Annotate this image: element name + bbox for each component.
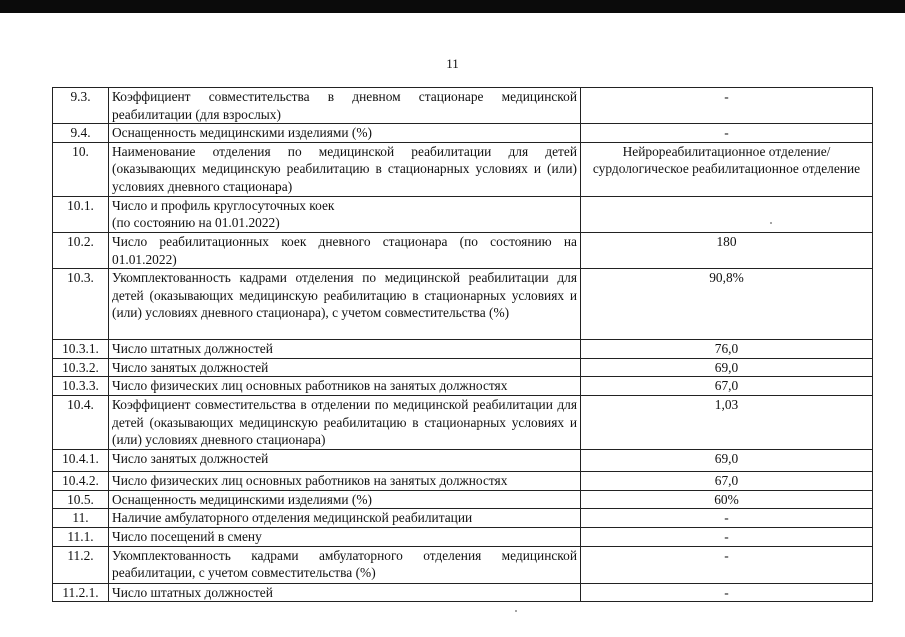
row-number: 10.5. (53, 490, 109, 509)
page-number: 11 (446, 56, 459, 71)
row-number: 11.1. (53, 527, 109, 546)
row-description: Коэффициент совместительства в дневном стационаре медицинской реабилитации (для взрослых) (109, 88, 581, 124)
row-value: 76,0 (581, 340, 873, 359)
row-description: Наличие амбулаторного отделения медицинской реабилитации (109, 509, 581, 528)
row-description: Число и профиль круглосуточных коек (по состоянию на 01.01.2022) (109, 196, 581, 232)
scan-speck (770, 222, 772, 224)
row-value (581, 196, 873, 232)
row-description: Число посещений в смену (109, 527, 581, 546)
row-number: 10.3.2. (53, 358, 109, 377)
row-number: 11.2. (53, 546, 109, 583)
row-value: 180 (581, 232, 873, 268)
row-description: Число занятых должностей (109, 358, 581, 377)
table-body (53, 88, 873, 602)
row-description: Наименование отделения по медицинской реабилитации для детей (оказывающих медицинскую реабилитацию в стационарных условиях и (или) условиях дневного стационара) (109, 142, 581, 196)
table-row (53, 142, 873, 196)
row-number: 10.4. (53, 395, 109, 449)
table-row (53, 269, 873, 340)
row-value: 90,8% (581, 269, 873, 340)
table-row (53, 509, 873, 528)
row-value: - (581, 527, 873, 546)
table-row (53, 471, 873, 490)
table-row (53, 583, 873, 602)
row-description: Оснащенность медицинскими изделиями (%) (109, 490, 581, 509)
row-value: 69,0 (581, 358, 873, 377)
scan-speck (515, 610, 517, 612)
table-row (53, 449, 873, 471)
row-number: 10.4.2. (53, 471, 109, 490)
row-number: 11.2.1. (53, 583, 109, 602)
rehabilitation-data-table (52, 87, 873, 602)
table-row (53, 358, 873, 377)
scan-top-border (0, 0, 905, 13)
table-row (53, 340, 873, 359)
table-row (53, 490, 873, 509)
row-value: - (581, 583, 873, 602)
row-value: 69,0 (581, 449, 873, 471)
row-number: 10.2. (53, 232, 109, 268)
row-number: 9.3. (53, 88, 109, 124)
row-description: Число занятых должностей (109, 449, 581, 471)
row-description: Укомплектованность кадрами отделения по медицинской реабилитации для детей (оказывающих медицинскую реабилитацию в стационарных условиях и (или) условиях дневного стационара), с учетом совместительства (%) (109, 269, 581, 340)
row-value: - (581, 546, 873, 583)
row-value: - (581, 88, 873, 124)
row-description: Коэффициент совместительства в отделении по медицинской реабилитации для детей (оказывающих медицинскую реабилитацию в стационарных условиях и (или) условиях дневного стационара) (109, 395, 581, 449)
row-number: 10.4.1. (53, 449, 109, 471)
table-row (53, 527, 873, 546)
table-row (53, 196, 873, 232)
table-row (53, 546, 873, 583)
row-number: 10.1. (53, 196, 109, 232)
row-number: 11. (53, 509, 109, 528)
row-value: Нейрореабилитационное отделение/сурдологическое реабилитационное отделение (581, 142, 873, 196)
row-value: 1,03 (581, 395, 873, 449)
row-number: 10. (53, 142, 109, 196)
row-number: 10.3.1. (53, 340, 109, 359)
row-number: 10.3.3. (53, 377, 109, 396)
row-number: 10.3. (53, 269, 109, 340)
row-number: 9.4. (53, 124, 109, 143)
table-row (53, 88, 873, 124)
row-description: Оснащенность медицинскими изделиями (%) (109, 124, 581, 143)
row-description: Число физических лиц основных работников на занятых должностях (109, 471, 581, 490)
row-description: Число реабилитационных коек дневного стационара (по состоянию на 01.01.2022) (109, 232, 581, 268)
table-row (53, 377, 873, 396)
table-row (53, 124, 873, 143)
row-description: Укомплектованность кадрами амбулаторного отделения медицинской реабилитации, с учетом совместительства (%) (109, 546, 581, 583)
row-value: 60% (581, 490, 873, 509)
row-description: Число штатных должностей (109, 583, 581, 602)
row-value: - (581, 124, 873, 143)
row-value: 67,0 (581, 377, 873, 396)
table-row (53, 395, 873, 449)
row-description: Число штатных должностей (109, 340, 581, 359)
row-value: 67,0 (581, 471, 873, 490)
row-value: - (581, 509, 873, 528)
table-row (53, 232, 873, 268)
row-description: Число физических лиц основных работников на занятых должностях (109, 377, 581, 396)
